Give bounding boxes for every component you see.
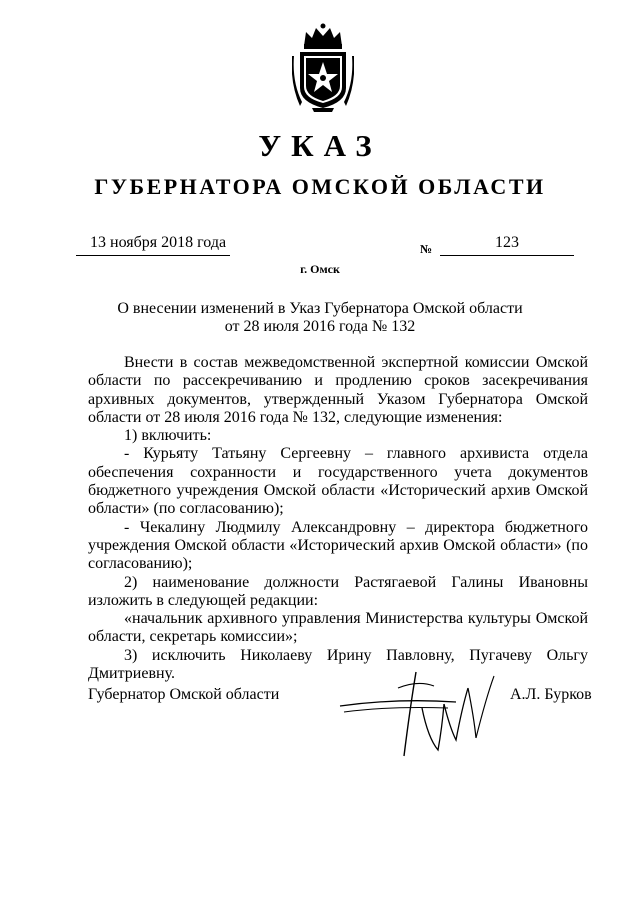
body-paragraph: 1) включить: [124,427,212,445]
signatory-name: А.Л. Бурков [510,686,592,703]
body-paragraph: Внести в состав межведомственной экспертной комиссии Омской области по рассекречиванию и продлению сроков засекречивания архивных документов, утвержденный Указом Губернатора Омской области от 28 июля 2016 года № 132, следующие изменения: [88,354,588,426]
omsk-coat-of-arms-icon [292,22,354,114]
body-paragraph: 3) исключить Николаеву Ирину Павловну, Пугачеву Ольгу Дмитриевну. [88,646,588,683]
handwritten-signature-icon [338,668,498,760]
number-label: № [420,242,433,256]
subject-line-2: от 28 июля 2016 года № 132 [224,318,416,335]
document-subject [0,300,640,336]
body-paragraph: 2) наименование должности Растягаевой Галины Ивановны изложить в следующей редакции: [88,573,588,609]
issuer-title: ГУБЕРНАТОРА ОМСКОЙ ОБЛАСТИ [94,174,546,199]
body-paragraph: - Чекалину Людмилу Александровну – директора бюджетного учреждения Омской области «Исторический архив Омской области» (по согласованию); [88,518,588,573]
signatory-position: Губернатор Омской области [88,686,280,703]
document-type-title: УКАЗ [258,128,382,163]
subject-line-1: О внесении изменений в Указ Губернатора Омской области [117,300,523,317]
city-label: г. Омск [300,262,340,276]
body-paragraph: - Курьяту Татьяну Сергеевну – главного архивиста отдела обеспечения сохранности и государственного учета документов бюджетного учреждения Омской области «Исторический архив Омской области» (по согласованию); [88,445,588,518]
body-paragraph: «начальник архивного управления Министерства культуры Омской области, секретарь комиссии»; [88,610,588,646]
document-number: 123 [440,234,574,256]
document-date: 13 ноября 2018 года [76,234,230,256]
document-body [88,354,588,683]
